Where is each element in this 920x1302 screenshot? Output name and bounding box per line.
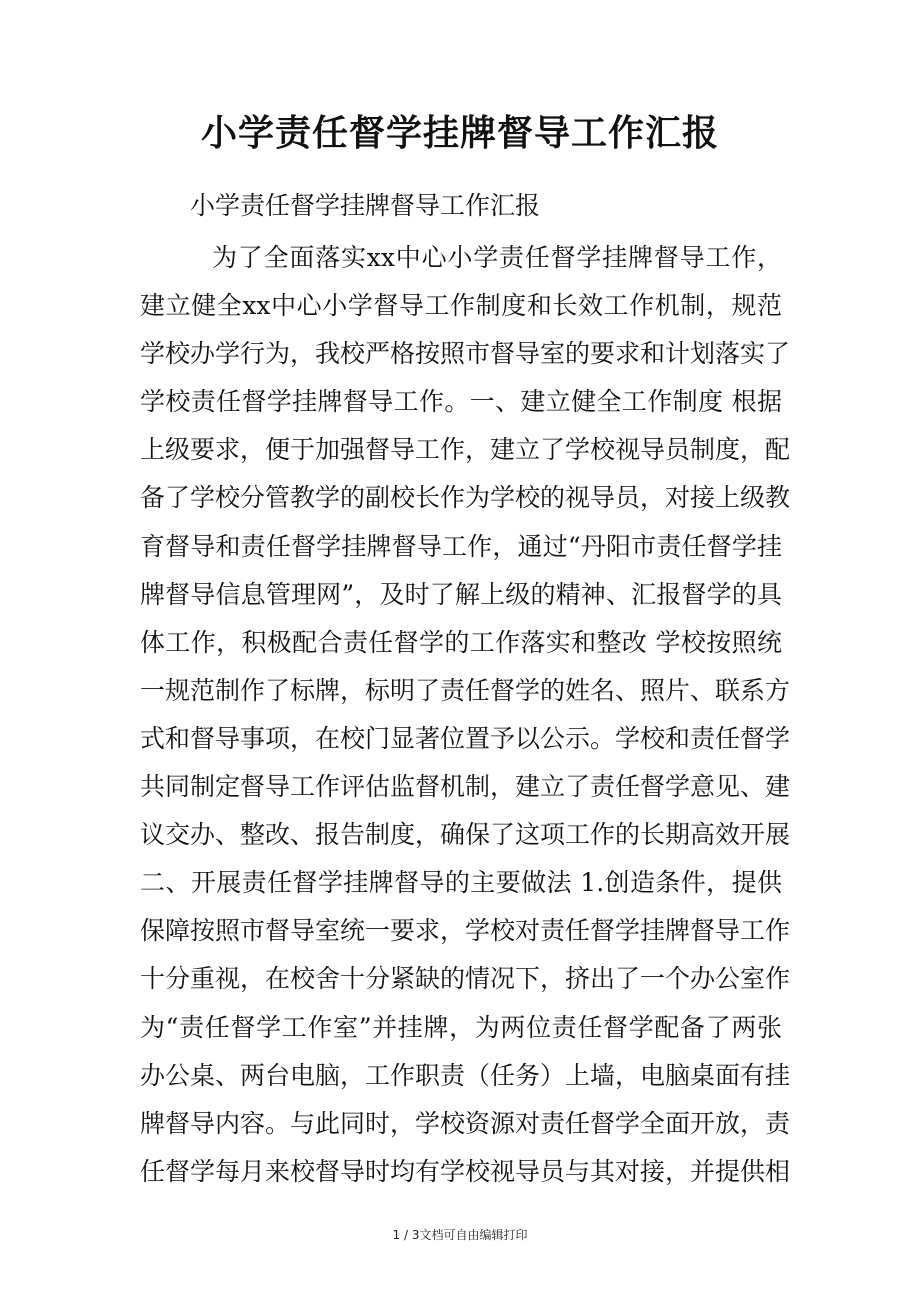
body-line: 二、开展责任督学挂牌督导的主要做法 1.创造条件，提供 (140, 868, 782, 898)
body-line: 上级要求，便于加强督导工作，建立了学校视导员制度，配 (140, 435, 791, 465)
body-line: 学校办学行为，我校严格按照市督导室的要求和计划落实了 (140, 339, 791, 369)
body-line: 十分重视，在校舍十分紧缺的情况下，挤出了一个办公室作 (140, 964, 791, 994)
body-line: 任督学每月来校督导时均有学校视导员与其对接，并提供相 (140, 1156, 791, 1186)
page-footer: 1 / 3文档可自由编辑打印 (392, 1228, 528, 1242)
body-line: 为了全面落实xx中心小学责任督学挂牌督导工作， (212, 243, 782, 272)
document-subtitle: 小学责任督学挂牌督导工作汇报 (190, 191, 541, 220)
body-line: 牌督导信息管理网”，及时了解上级的精神、汇报督学的具 (140, 579, 782, 609)
body-line: 保障按照市督导室统一要求，学校对责任督学挂牌督导工作 (140, 916, 791, 946)
body-line: 一规范制作了标牌，标明了责任督学的姓名、照片、联系方 (140, 675, 791, 705)
document-title: 小学责任督学挂牌督导工作汇报 (200, 112, 719, 154)
body-line: 式和督导事项，在校门显著位置予以公示。学校和责任督学 (140, 723, 791, 753)
body-paragraph (140, 234, 791, 1196)
body-line: 议交办、整改、报告制度，确保了这项工作的长期高效开展 (140, 820, 791, 850)
body-line: 牌督导内容。与此同时，学校资源对责任督学全面开放，责 (140, 1108, 791, 1138)
body-line: 建立健全xx中心小学督导工作制度和长效工作机制，规范 (140, 291, 782, 321)
body-line: 体工作，积极配合责任督学的工作落实和整改 学校按照统 (140, 627, 782, 657)
body-line: 备了学校分管教学的副校长作为学校的视导员，对接上级教 (140, 483, 791, 513)
body-line: 育督导和责任督学挂牌督导工作，通过“丹阳市责任督学挂 (140, 531, 782, 561)
body-line: 共同制定督导工作评估监督机制，建立了责任督学意见、建 (140, 772, 791, 802)
body-line: 学校责任督学挂牌督导工作。一、建立健全工作制度 根据 (140, 387, 782, 417)
body-line: 为“责任督学工作室”并挂牌，为两位责任督学配备了两张 (140, 1012, 782, 1042)
body-line: 办公桌、两台电脑，工作职责（任务）上墙，电脑桌面有挂 (140, 1060, 791, 1090)
